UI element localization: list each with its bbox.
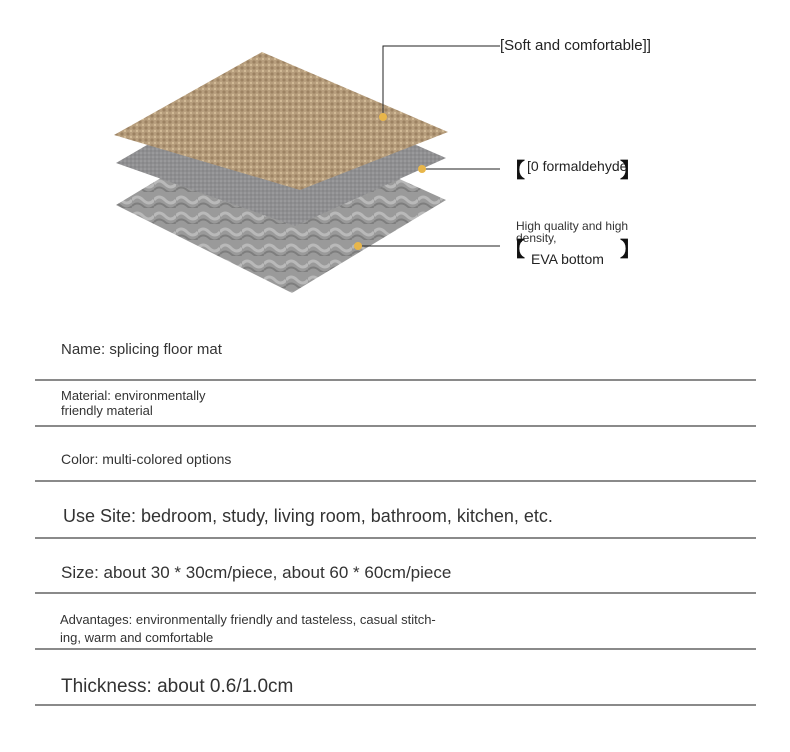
spec-advantages: Advantages: environmentally friendly and tasteless, casual stitch- ing, warm and comfortable — [60, 612, 436, 645]
floor-mat-layers-illustration — [0, 0, 790, 310]
bracket-close-eva: 】 — [620, 239, 640, 261]
spec-row-material — [35, 381, 756, 427]
spec-size: Size: about 30 * 30cm/piece, about 60 * 60cm/piece — [61, 563, 452, 582]
callout-soft-and-comfortable: [Soft and comfortable]] — [500, 37, 651, 54]
bracket-close-formaldehyde: 】 — [620, 160, 640, 182]
spec-use-site: Use Site: bedroom, study, living room, bathroom, kitchen, etc. — [63, 506, 553, 526]
product-layer-diagram — [0, 0, 790, 310]
spec-row-use-site — [35, 482, 756, 539]
callout-high-quality-line1: High quality and high — [516, 219, 629, 233]
callout-eva-bottom: EVA bottom — [531, 251, 604, 267]
spec-name: Name: splicing floor mat — [61, 341, 222, 358]
callout-dot-formaldehyde — [418, 165, 426, 173]
spec-row-name — [35, 325, 756, 381]
callout-dot-soft — [379, 113, 387, 121]
callout-dot-eva — [354, 242, 362, 250]
spec-row-thickness — [35, 650, 756, 706]
spec-color: Color: multi-colored options — [61, 451, 232, 467]
spec-row-size — [35, 539, 756, 594]
bracket-open-formaldehyde: 【 — [505, 160, 525, 182]
spec-row-advantages — [35, 594, 756, 650]
bracket-open-eva: 【 — [505, 239, 525, 261]
spec-material: Material: environmentally friendly material — [61, 388, 206, 418]
callout-high-quality-line2: density, — [516, 231, 557, 245]
leader-line-soft — [383, 46, 500, 117]
spec-thickness: Thickness: about 0.6/1.0cm — [61, 676, 294, 697]
spec-row-color — [35, 427, 756, 482]
callout-zero-formaldehyde: [0 formaldehyde — [527, 158, 628, 174]
